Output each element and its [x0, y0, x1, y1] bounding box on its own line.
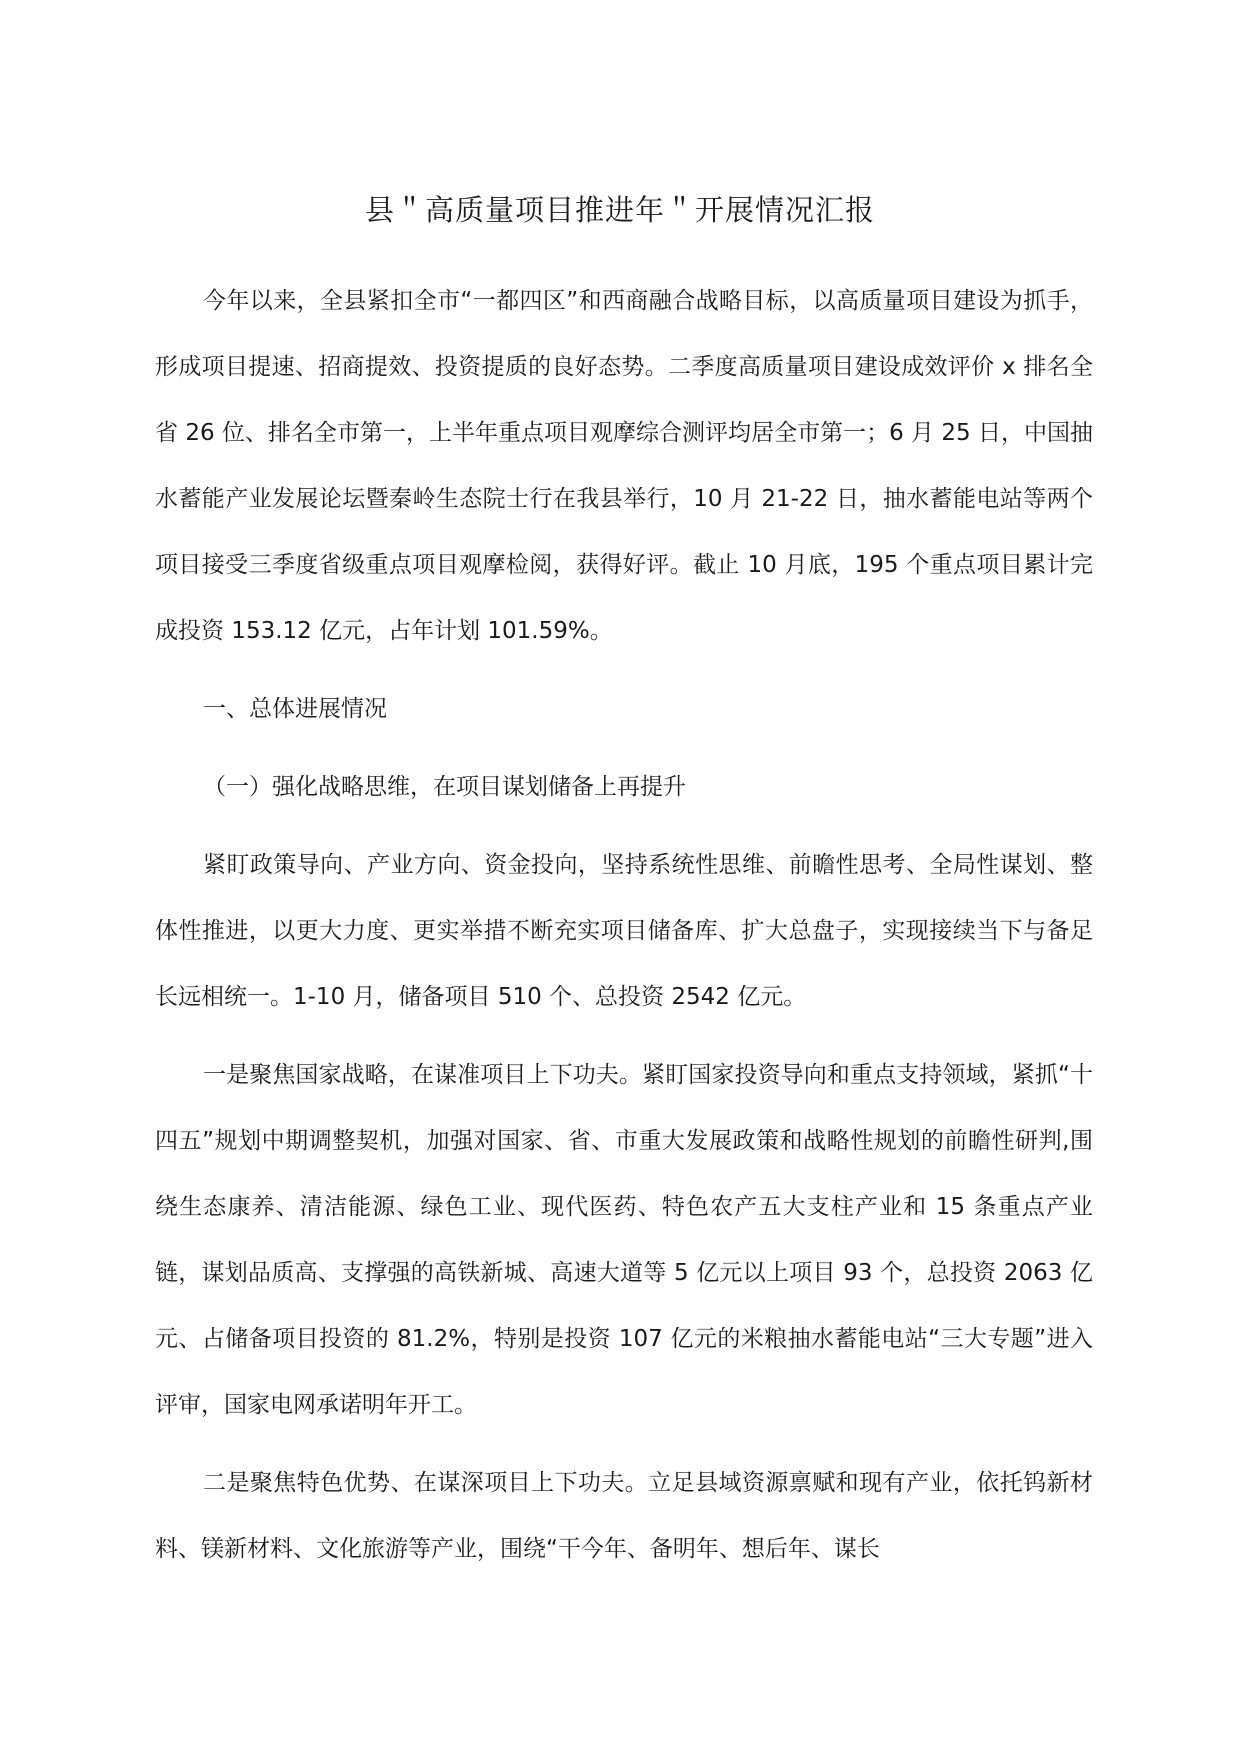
point-one-paragraph: 一是聚焦国家战略，在谋准项目上下功夫。紧盯国家投资导向和重点支持领域，紧抓“十四五”规划中期调整契机，加强对国家、省、市重大发展政策和战略性规划的前瞻性研判,围绕生态康养、清洁能源、绿色工业、现代医药、特色农产五大支柱产业和 15 条重点产业链，谋划品质高、支撑强的高铁新城、高速大道等 5 亿元以上项目 93 个，总投资 2063 亿元、占储备项目投资的 81.2%，特别是投资 107 亿元的米粮抽水蓄能电站“三大专题”进入评审，国家电网承诺明年开工。	[155, 1062, 1093, 1418]
intro-paragraph: 今年以来，全县紧扣全市“一都四区”和西商融合战略目标，以高质量项目建设为抓手，形成项目提速、招商提效、投资提质的良好态势。二季度高质量项目建设成效评价 x 排名全省 26 位、排名全市第一，上半年重点项目观摩综合测评均居全市第一；6 月 25 日，中国抽水蓄能产业发展论坛暨秦岭生态院士行在我县举行，10 月 21-22 日，抽水蓄能电站等两个项目接受三季度省级重点项目观摩检阅，获得好评。截止 10 月底，195 个重点项目累计完成投资 153.12 亿元，占年计划 101.59%。	[155, 288, 1093, 644]
document-title: 县＂高质量项目推进年＂开展情况汇报	[364, 193, 875, 227]
section-heading-overall-progress: 一、总体进展情况	[203, 696, 387, 722]
point-two-paragraph: 二是聚焦特色优势、在谋深项目上下功夫。立足县域资源禀赋和现有产业，依托钨新材料、镁新材料、文化旅游等产业，围绕“干今年、备明年、想后年、谋长	[155, 1470, 1093, 1562]
document-body	[155, 268, 1093, 1582]
subsection-paragraph: 紧盯政策导向、产业方向、资金投向，坚持系统性思维、前瞻性思考、全局性谋划、整体性推进，以更大力度、更实举措不断充实项目储备库、扩大总盘子，实现接续当下与备足长远相统一。1-10 月，储备项目 510 个、总投资 2542 亿元。	[155, 852, 1093, 1010]
subsection-heading-strategic-thinking: （一）强化战略思维，在项目谋划储备上再提升	[203, 774, 686, 800]
